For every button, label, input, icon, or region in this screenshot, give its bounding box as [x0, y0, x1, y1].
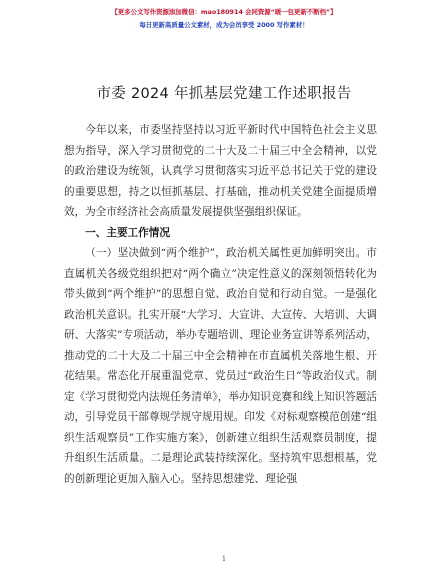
page-number: 1 — [221, 555, 227, 563]
document-body — [64, 120, 377, 489]
promo-banner-line-2: 每日更新高质量公文素材，成为会员享受 2000 写作素材！ — [139, 21, 309, 29]
section-heading: 一、主要工作情况 — [85, 226, 170, 239]
body-paragraph: （一）坚决做到“两个维护”，政治机关属性更加鲜明突出。市直属机关各级党组织把对“两个确立”决定性意义的深刻领悟转化为带头做到“两个维护”的思想自觉、政治自觉和行动自觉。一是强化政治机关意识。扎实开展“大学习、大宣讲、大宣传、大培训、大调研、大落实”专项活动，举办专题培训、理论业务宣讲等系列活动，推动党的二十大及二十届三中全会精神在市直属机关落地生根、开花结果。常态化开展重温党章、党员过“政治生日”等政治仪式。制定《学习贯彻党内法规任务清单》，举办知识竞赛和线上知识答题活动，引导党员干部尊规学规守规用规。印发《对标观察模范创建“组织生活观察员”工作实施方案》，创新建立组织生活观察员制度，提升组织生活质量。二是理论武装持续深化。坚持筑牢思想根基，党的创新理论更加入脑入心。坚持思想建党、理论强 — [64, 247, 377, 485]
promo-banner-line-1: 【更多公文写作资源添加微信：mao180914 会同资源“暖一包更新不断档”】 — [111, 8, 337, 16]
intro-paragraph: 今年以来，市委坚持坚持以习近平新时代中国特色社会主义思想为指导，深入学习贯彻党的二十大及二十届三中全会精神，以党的政治建设为统领，认真学习贯彻落实习近平总书记关于党的建设的重要思想，持之以恒抓基层、打基础，推动机关党建全面提质增效，为全市经济社会高质量发展提供坚强组织保证。 — [64, 124, 377, 218]
document-title: 市委 2024 年抓基层党建工作述职报告 — [96, 86, 352, 102]
